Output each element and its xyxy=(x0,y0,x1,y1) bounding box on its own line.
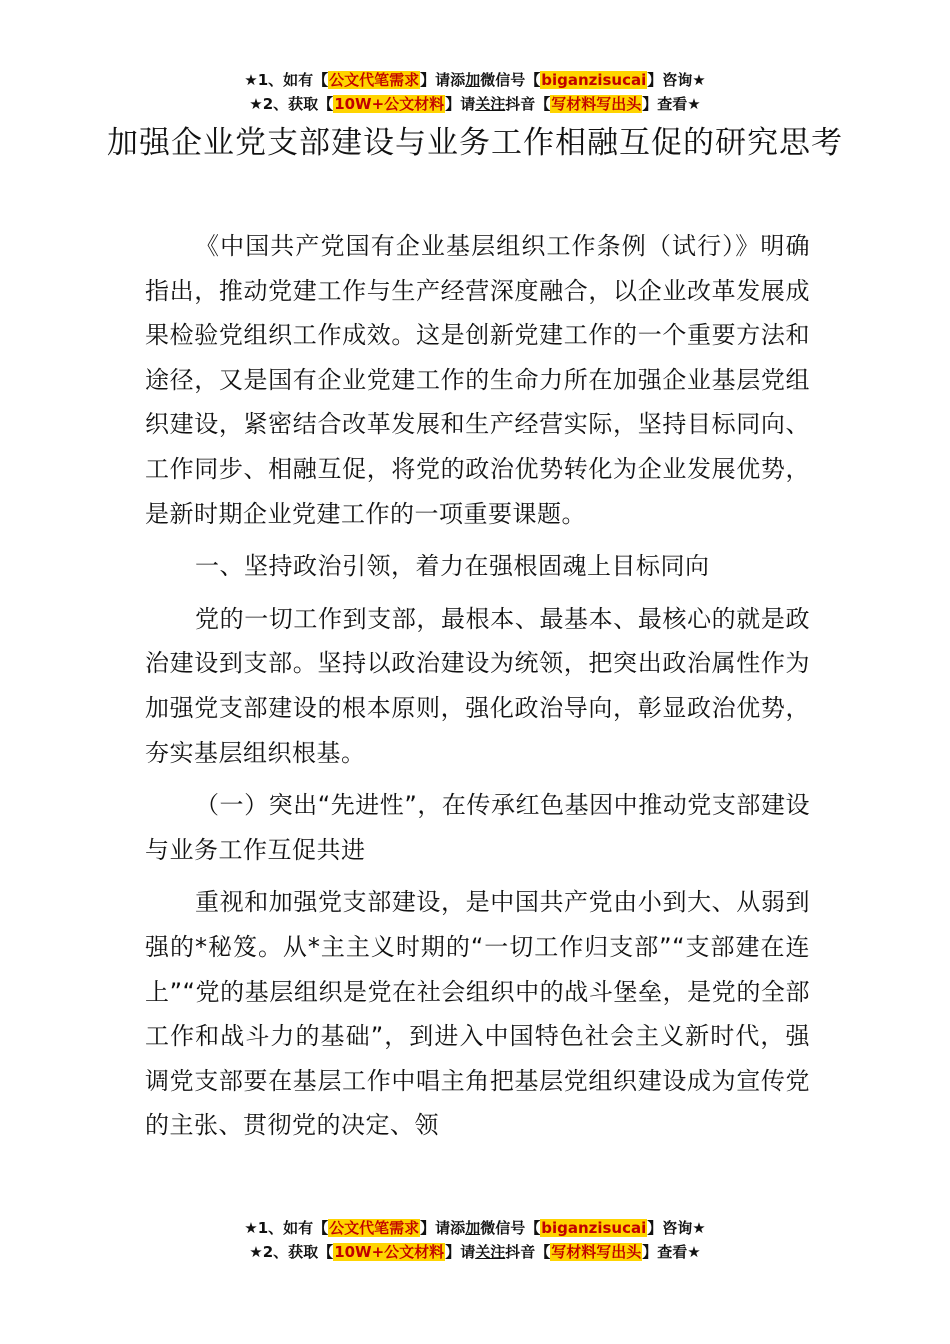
banner-highlight: 公文代笔需求 xyxy=(329,1219,420,1237)
banner-highlight: 10W+公文材料 xyxy=(334,1243,445,1261)
banner-text: 】咨询★ xyxy=(647,1219,706,1237)
header-banner xyxy=(0,68,950,116)
document-body xyxy=(145,224,810,1156)
banner-text: 微信号【 xyxy=(480,71,541,89)
banner-text: 】请添 xyxy=(420,1219,466,1237)
banner-highlight: 公文代笔需求 xyxy=(329,71,420,89)
banner-highlight: 写材料写出头 xyxy=(551,1243,642,1261)
subsection-heading: （一）突出“先进性”，在传承红色基因中推动党支部建设与业务工作互促共进 xyxy=(145,791,810,864)
banner-text: 】咨询★ xyxy=(647,71,706,89)
banner-text: 】请 xyxy=(445,95,476,113)
banner-line-1 xyxy=(0,68,950,92)
footer-banner xyxy=(0,1216,950,1264)
banner-highlight: 写材料写出头 xyxy=(551,95,642,113)
section-heading: 一、坚持政治引领，着力在强根固魂上目标同向 xyxy=(195,552,710,581)
banner-underlined: 关注 xyxy=(475,1243,506,1261)
body-paragraph: 《中国共产党国有企业基层组织工作条例（试行）》明确指出，推动党建工作与生产经营深度融合，以企业改革发展成果检验党组织工作成效。这是创新党建工作的一个重要方法和途径，又是国有企业党建工作的生命力所在加强企业基层党组织建设，紧密结合改革发展和生产经营实际，坚持目标同向、工作同步、相融互促，将党的政治优势转化为企业发展优势，是新时期企业党建工作的一项重要课题。 xyxy=(145,232,810,528)
banner-text: ★2、获取【 xyxy=(249,1243,334,1261)
banner-highlight: biganzisucai xyxy=(541,1219,647,1237)
banner-text: ★1、如有【 xyxy=(244,1219,329,1237)
banner-highlight: 10W+公文材料 xyxy=(334,95,445,113)
banner-text: 】请 xyxy=(445,1243,476,1261)
banner-underlined: 关注 xyxy=(475,95,506,113)
banner-text: 】查看★ xyxy=(642,95,701,113)
banner-highlight: biganzisucai xyxy=(541,71,647,89)
banner-line-2 xyxy=(0,92,950,116)
body-paragraph: 重视和加强党支部建设，是中国共产党由小到大、从弱到强的*秘笈。从*主主义时期的“一切工作归支部”“支部建在连上”“党的基层组织是党在社会组织中的战斗堡垒，是党的全部工作和战斗力的基础”，到进入中国特色社会主义新时代，强调党支部要在基层工作中唱主角把基层党组织建设成为宣传党的主张、贯彻党的决定、领 xyxy=(145,888,810,1140)
banner-text: ★1、如有【 xyxy=(244,71,329,89)
banner-line-2 xyxy=(0,1240,950,1264)
banner-text: 抖音【 xyxy=(505,95,551,113)
banner-line-1 xyxy=(0,1216,950,1240)
banner-text: 】请添 xyxy=(420,71,466,89)
banner-underlined: 加 xyxy=(465,71,481,89)
banner-text: 抖音【 xyxy=(505,1243,551,1261)
banner-text: 微信号【 xyxy=(480,1219,541,1237)
body-paragraph: 党的一切工作到支部，最根本、最基本、最核心的就是政治建设到支部。坚持以政治建设为统领，把突出政治属性作为加强党支部建设的根本原则，强化政治导向，彰显政治优势，夯实基层组织根基。 xyxy=(145,604,810,767)
document-title: 加强企业党支部建设与业务工作相融互促的研究思考 xyxy=(107,125,843,161)
banner-text: ★2、获取【 xyxy=(249,95,334,113)
banner-text: 】查看★ xyxy=(642,1243,701,1261)
banner-underlined: 加 xyxy=(465,1219,481,1237)
